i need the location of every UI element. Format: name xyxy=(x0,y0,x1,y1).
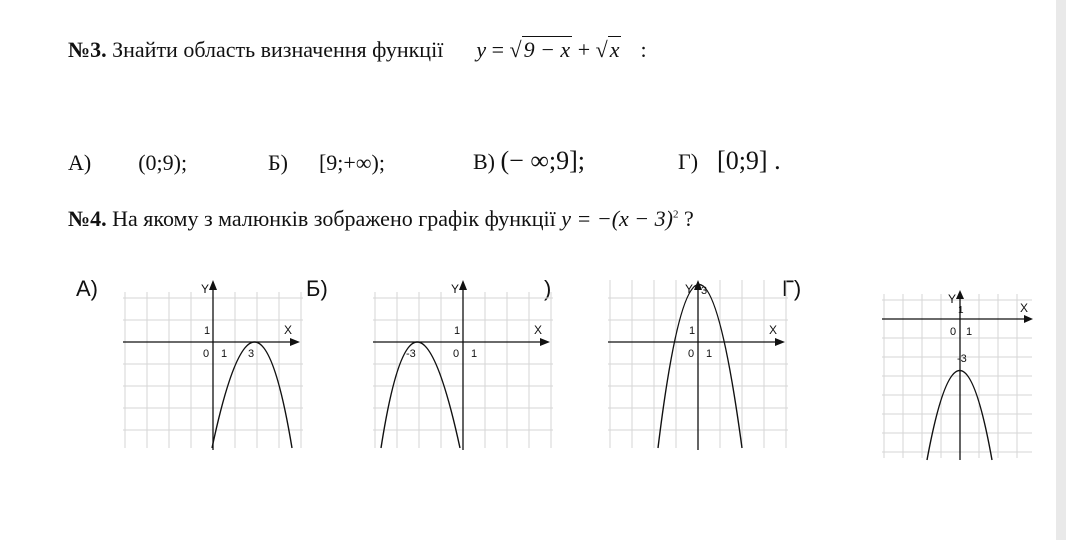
task4-formula: y = −(x − 3) xyxy=(561,206,673,231)
graph-b xyxy=(370,276,555,451)
graph-v-parabola xyxy=(658,285,742,449)
answer-g-letter: Г) xyxy=(678,149,699,174)
graph-g xyxy=(880,286,1035,461)
answer-b-value: [9;+∞); xyxy=(318,150,385,175)
task4-question: ? xyxy=(683,206,694,231)
graph-b-x-arrow xyxy=(540,338,550,346)
task4-exponent: 2 xyxy=(672,208,679,221)
graph-g-one-x: 1 xyxy=(966,326,973,338)
page-edge xyxy=(1056,0,1066,540)
graph-v-y-label: Y xyxy=(685,282,694,296)
answer-a xyxy=(68,150,187,176)
graph-label-g: Г) xyxy=(782,276,802,301)
graph-label-b: Б) xyxy=(306,276,328,301)
graph-g-zero: 0 xyxy=(950,326,957,338)
task3-line xyxy=(68,37,647,63)
answer-b-letter: Б) xyxy=(268,150,288,175)
task4-number: №4. xyxy=(68,206,107,231)
graph-a-x-label: X xyxy=(284,323,293,337)
graph-g-one-y: 1 xyxy=(958,305,964,316)
formula-eq: = xyxy=(491,37,504,62)
radicand-2: x xyxy=(609,37,620,62)
graph-v-zero: 0 xyxy=(688,348,695,360)
graph-b-parabola xyxy=(381,342,460,448)
graph-a-y-arrow xyxy=(209,280,217,290)
formula-y: y xyxy=(476,37,487,62)
formula-plus: + xyxy=(577,37,591,62)
answer-a-value: (0;9); xyxy=(138,150,188,175)
graph-g-y-label: Y xyxy=(948,292,957,306)
answer-g-value: [0;9] . xyxy=(717,146,781,175)
formula-colon: : xyxy=(640,37,647,62)
answer-b xyxy=(268,150,385,176)
graph-b-one-y: 1 xyxy=(454,325,461,337)
graph-b-zero: 0 xyxy=(453,348,460,360)
graph-a-zero: 0 xyxy=(203,348,210,360)
graph-g-x-arrow xyxy=(1024,315,1033,323)
graph-a-x-arrow xyxy=(290,338,300,346)
graph-label-v: ) xyxy=(544,276,552,301)
graph-b-vertex-label: -3 xyxy=(406,348,416,360)
task3-text: Знайти область визначення функції xyxy=(112,37,444,62)
graph-g-vertex-label: -3 xyxy=(957,353,967,365)
answer-v-letter: В) xyxy=(473,149,495,174)
graph-v-one-y: 1 xyxy=(689,325,696,337)
answer-a-letter: А) xyxy=(68,150,92,175)
graph-v-one-x: 1 xyxy=(706,348,713,360)
task4-line xyxy=(68,206,694,232)
answer-v-value: (− ∞;9]; xyxy=(500,146,585,175)
graph-b-one-x: 1 xyxy=(471,348,478,360)
answer-g xyxy=(678,146,781,176)
radicand-1: 9 − x xyxy=(523,37,571,62)
sqrt-1: √9 − x xyxy=(509,37,571,62)
answer-v xyxy=(473,146,585,176)
graph-b-y-arrow xyxy=(459,280,467,290)
graph-a-one-x: 1 xyxy=(221,348,228,360)
graph-v xyxy=(605,276,790,451)
graph-v-x-arrow xyxy=(775,338,785,346)
graph-b-y-label: Y xyxy=(451,282,460,296)
sqrt-2: √x xyxy=(595,37,620,62)
graph-label-a: А) xyxy=(76,276,98,301)
graph-g-x-label: X xyxy=(1020,301,1029,315)
graph-a-vertex-label: 3 xyxy=(248,348,255,360)
graph-g-y-arrow xyxy=(956,290,964,299)
graph-a-y-label: Y xyxy=(201,282,210,296)
graph-v-x-label: X xyxy=(769,323,778,337)
graph-a-one-y: 1 xyxy=(204,325,211,337)
task4-text: На якому з малюнків зображено графік функції xyxy=(112,206,556,231)
graph-b-x-label: X xyxy=(534,323,543,337)
graph-a xyxy=(120,276,305,451)
graph-v-vertex-label: 3 xyxy=(701,285,708,297)
task3-number: №3. xyxy=(68,37,107,62)
